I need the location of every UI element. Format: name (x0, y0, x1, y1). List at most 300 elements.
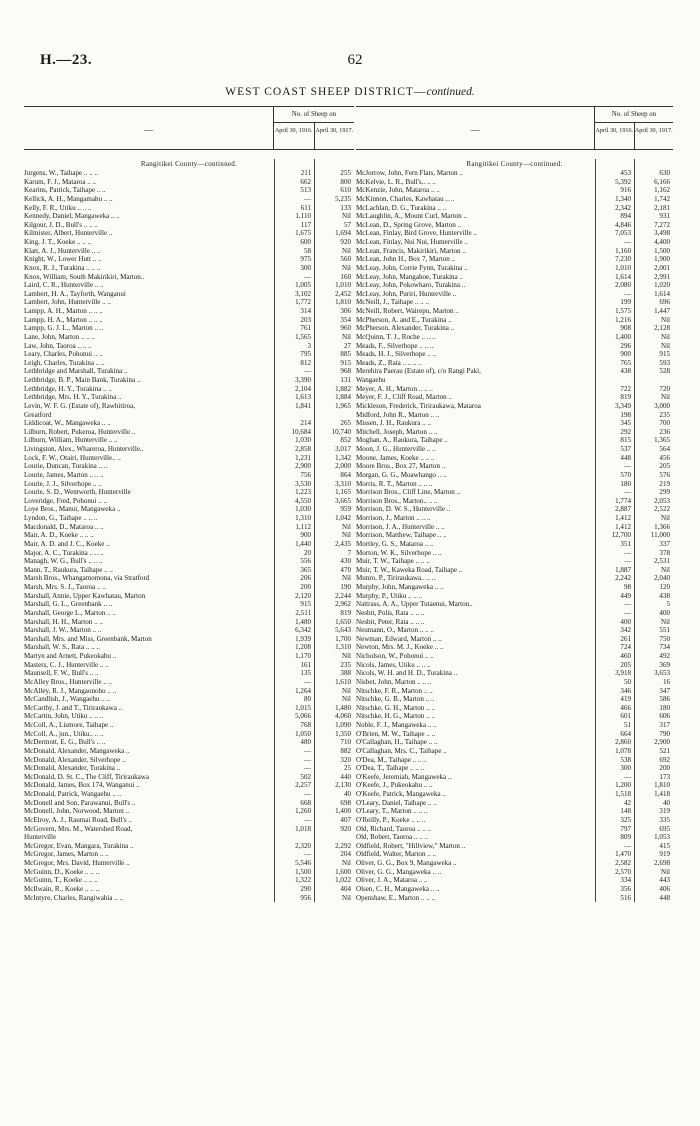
table-row (24, 635, 354, 644)
sheep-1916-value: — (303, 194, 311, 203)
owner-name: Greatford (24, 410, 52, 419)
sheep-1917-value: 3,498 (654, 229, 670, 238)
sheep-1917-value: 1,400 (335, 807, 351, 816)
table-row (356, 756, 673, 765)
sheep-1917-value: 320 (340, 755, 351, 764)
sheep-1917-value: Nil (341, 531, 351, 540)
sheep-1916-value: — (303, 764, 311, 773)
sheep-1917-value: 120 (659, 583, 670, 591)
owner-name: Lyndon, G., Taihape .. .. .. (24, 514, 98, 522)
owner-name: King, J. T., Koeke .. .. .. (24, 238, 92, 246)
sheep-1916-value: 1,005 (295, 281, 311, 290)
table-row (356, 428, 673, 437)
sheep-1916-value: 51 (623, 721, 631, 729)
sheep-group-label: No. of Sheep on (595, 107, 673, 123)
sheep-1917-value: 1,742 (654, 194, 670, 203)
sheep-1916-value: 765 (620, 358, 631, 367)
sheep-1917-value: 586 (659, 695, 670, 704)
sheep-1916-value (595, 376, 634, 385)
owner-name: McDonell and Son, Parawanui, Bull's .. (24, 798, 136, 807)
sheep-1916-value: 5,066 (295, 712, 311, 721)
table-row (356, 876, 673, 885)
owner-name: O'Dea, M., Taihape .. .. .. (356, 755, 427, 764)
sheep-1916-value: 2,858 (295, 445, 311, 453)
sheep-1916-value: 1,170 (295, 652, 311, 660)
owner-name: Kilmister, Albert, Hunterville .. (24, 229, 113, 238)
sheep-1916-value: 1,018 (295, 824, 311, 833)
sheep-1917-value: 5,643 (335, 626, 351, 635)
owner-name: O'Keefe, J., Pukeokahu .. .. (356, 781, 433, 790)
sheep-1917-value: 205 (659, 462, 670, 471)
sheep-1917-value: 2,522 (654, 505, 670, 514)
sheep-1916-value: 2,860 (615, 738, 631, 747)
sheep-1916-value: 419 (620, 695, 631, 704)
sheep-1916-value: 1,440 (295, 539, 311, 548)
sheep-1916-value: — (303, 755, 311, 764)
owner-name: Nitschke, H. G., Marton .. .. (356, 712, 435, 721)
table-row (24, 255, 354, 264)
sheep-1916-value: 80 (303, 695, 311, 704)
sheep-1917-value: 2,053 (654, 496, 670, 505)
owner-name: McLaughlin, A., Mount Curl, Marton .. (356, 212, 467, 221)
sheep-1917-value: Nil (660, 341, 670, 350)
sheep-1917-value: 1,053 (654, 833, 670, 842)
owner-name: McGregor, Mrs. David, Hunterville .. (24, 859, 130, 867)
table-row (356, 566, 673, 575)
table-row (24, 411, 354, 420)
sheep-1916-value: 516 (620, 893, 631, 902)
table-row (24, 221, 354, 230)
owner-name: Meads, F., Silverhope .. .. .. (356, 341, 434, 350)
owner-name: Marshall, George L., Marton .. .. (24, 608, 116, 617)
owner-name: Marshall, G. L., Greenbank .. .. (24, 600, 113, 609)
sheep-1917-value: 1,650 (335, 617, 351, 626)
name-column-header: — (24, 107, 274, 149)
table-row (356, 497, 673, 506)
sheep-1916-value: 1,030 (295, 436, 311, 445)
table-row (356, 773, 673, 782)
sheep-1917-value: 4,060 (335, 712, 351, 721)
sheep-1916-value: 756 (300, 470, 311, 479)
sheep-1917-value: Nil (341, 246, 351, 255)
owner-name: Macdonald, D., Mataroa .. .. (24, 522, 104, 531)
sheep-1916-value: 724 (620, 643, 631, 652)
table-row (356, 255, 673, 264)
year-1916-header: April 30, 1916. (595, 123, 635, 149)
table-row (356, 385, 673, 394)
table-row (356, 574, 673, 583)
owner-name: McGregor, Evan, Mangara, Turakina .. (24, 841, 134, 850)
table-row (356, 471, 673, 480)
table-row (24, 859, 354, 868)
table-row (24, 583, 354, 592)
sheep-1916-value: 7,230 (615, 255, 631, 264)
sheep-1917-value: 369 (659, 660, 670, 669)
sheep-1916-value: 819 (620, 393, 631, 402)
table-row (24, 471, 354, 480)
owner-name: McPherson, A. and E., Turakina .. (356, 315, 452, 324)
owner-name: McLeay, John, Pokowharo, Turakina .. (356, 281, 466, 290)
table-row (356, 393, 673, 402)
sheep-1917-value: Nil (660, 867, 670, 876)
sheep-1916-value: 98 (623, 583, 631, 591)
owner-name: Lethbridge, H. Y., Turakina .. .. (24, 384, 112, 393)
sheep-1916-value: — (303, 272, 311, 281)
owner-name: McDonald, James, Box 174, Wanganui .. (24, 781, 140, 790)
table-row (356, 825, 673, 834)
owner-name: Neumann, O., Marton .. .. .. (356, 626, 434, 635)
sheep-1917-value: 6,166 (654, 177, 670, 186)
sheep-1917-value: 1,500 (654, 246, 670, 255)
table-row (356, 704, 673, 713)
table-row (24, 747, 354, 756)
sheep-1917-value: 920 (340, 238, 351, 246)
sheep-1917-value: 236 (659, 427, 670, 436)
sheep-1917-value: Nil (341, 686, 351, 695)
sheep-group-label: No. of Sheep on (274, 107, 354, 123)
sheep-1916-value: — (623, 238, 631, 246)
table-row (24, 894, 354, 903)
sheep-1916-value: 570 (620, 470, 631, 479)
sheep-1916-value: 480 (300, 738, 311, 747)
sheep-1916-value: 1,340 (615, 194, 631, 203)
table-row (24, 600, 354, 609)
owner-name: Nicols, W. H. and H. D., Turakina .. (356, 669, 458, 678)
table-row (356, 212, 673, 221)
sheep-1916-value: 1,575 (615, 307, 631, 315)
sheep-1917-value: 2,000 (335, 462, 351, 471)
table-row (24, 385, 354, 394)
sheep-1916-value: 117 (300, 220, 311, 229)
district-title-continued: continued. (426, 86, 475, 98)
sheep-1916-value: 2,120 (295, 591, 311, 600)
owner-name: McLeay, John, Corrie Fynn, Turakina .. (356, 263, 468, 272)
table-row (24, 549, 354, 558)
sheep-1917-value: 3,653 (654, 669, 670, 678)
table-row (356, 738, 673, 747)
table-row (356, 290, 673, 299)
table-row (24, 540, 354, 549)
sheep-1917-value: 3,017 (335, 445, 351, 453)
table-row (24, 807, 354, 816)
owner-name: Nesbit, Peter, Rata .. .. .. (356, 617, 425, 626)
sheep-1917-value: 378 (659, 548, 670, 557)
sheep-count-header (595, 107, 673, 149)
owner-name: Nicholson, W., Pohonui .. .. (356, 652, 434, 660)
sheep-1917-value: 1,418 (654, 790, 670, 798)
table-row (356, 661, 673, 670)
table-row (24, 298, 354, 307)
table-row (356, 281, 673, 290)
sheep-1917-value: 1,700 (335, 634, 351, 643)
sheep-1917-value: 1,365 (654, 436, 670, 445)
sheep-1917-value: Nil (341, 212, 351, 221)
table-row (24, 186, 354, 195)
owner-name: Karum, F. J., Mataroa .. .. (24, 177, 97, 186)
sheep-1916-value: 1,110 (295, 212, 311, 221)
table-row (356, 557, 673, 566)
owner-name: Leary, Charles, Pohonui .. .. (24, 350, 103, 359)
sheep-1917-value: 2,040 (654, 574, 670, 583)
table-row (356, 298, 673, 307)
sheep-1916-value: 1,200 (615, 781, 631, 790)
district-title (0, 86, 700, 98)
owner-name: Oldfield, Walter, Marton .. .. (356, 850, 437, 859)
sheep-1916-value: 12,700 (611, 531, 631, 540)
table-row (24, 833, 354, 842)
table-row (356, 307, 673, 316)
owner-name: Mortley, G. S., Mataroa .. .. (356, 539, 434, 548)
owner-name: Nitschke, F. R., Marton .. .. (356, 686, 433, 695)
table-row (24, 505, 354, 514)
sheep-1916-value: 668 (300, 798, 311, 807)
owner-name: O'Brien, M. W., Taihape .. .. (356, 729, 436, 738)
sheep-1916-value: 50 (623, 677, 631, 686)
sheep-1916-value: 894 (620, 212, 631, 221)
sheep-1917-value: 388 (340, 669, 351, 678)
sheep-1916-value: 1,841 (295, 401, 311, 410)
table-row (356, 816, 673, 825)
sheep-1917-value: 864 (340, 470, 351, 479)
sheep-1917-value: 407 (340, 815, 351, 824)
table-row (356, 454, 673, 463)
sheep-1917-value: 1,694 (335, 229, 351, 238)
sheep-1917-value: 347 (659, 686, 670, 695)
sheep-1916-value: 1,412 (615, 514, 631, 522)
owner-name: Lampp, A. H., Marton .. .. .. (24, 307, 103, 315)
owner-name: McLeay, John, Puriri, Hunterville .. (356, 289, 457, 298)
table-header (24, 106, 354, 150)
sheep-1916-value: 916 (620, 186, 631, 195)
sheep-1917-value: 1,162 (654, 186, 670, 195)
sheep-1917-value: Nil (341, 859, 351, 867)
owner-name: Knight, W., Lower Hutt .. .. (24, 255, 102, 264)
table-row (24, 618, 354, 627)
table-row (356, 549, 673, 558)
sheep-1917-value: 1,900 (654, 255, 670, 264)
owner-name: Munro, P., Tiriraukawa.. .. .. (356, 574, 436, 583)
sheep-1917-value: 2,531 (654, 557, 670, 566)
sheep-1916-value: 809 (620, 833, 631, 842)
owner-name: Murphy, John, Mangaweka .. .. (356, 583, 444, 591)
table-row (24, 850, 354, 859)
sheep-1917-value: 2,292 (335, 841, 351, 850)
sheep-1917-value: 819 (340, 608, 351, 617)
owner-name: Morgan, G. G., Moawhango .. .. (356, 470, 447, 479)
table-row (356, 730, 673, 739)
owner-name: Nattrass, A. A., Upper Tutaenui, Marton.. (356, 600, 473, 609)
sheep-1917-value: Nil (660, 332, 670, 341)
sheep-1916-value: — (623, 557, 631, 566)
sheep-1916-value: 513 (300, 186, 311, 195)
table-row (356, 540, 673, 549)
sheep-1917-value: 430 (340, 557, 351, 566)
sheep-1916-value: 1,400 (615, 332, 631, 341)
owner-name: McDonell, John, Norwood, Marton .. (24, 807, 130, 816)
table-row (24, 566, 354, 575)
owner-name: McJorrow, John, Fern Flats, Marton .. (356, 169, 463, 177)
table-row (356, 376, 673, 385)
sheep-1917-value: 317 (659, 721, 670, 729)
sheep-1917-value: 219 (659, 479, 670, 488)
sheep-1917-value: 560 (340, 255, 351, 264)
table-row (356, 781, 673, 790)
sheep-1916-value: 975 (300, 255, 311, 264)
table-row (356, 669, 673, 678)
table-row (356, 264, 673, 273)
sheep-1916-value: — (303, 850, 311, 859)
year-1917-header: April 30, 1917. (315, 127, 354, 134)
sheep-1917-value: 16 (662, 677, 670, 686)
table-row (24, 376, 354, 385)
sheep-1916-value: 466 (620, 703, 631, 712)
sheep-1917-value: 1,882 (335, 384, 351, 393)
sheep-1917-value: Nil (660, 514, 670, 522)
table-row (356, 747, 673, 756)
table-row (356, 592, 673, 601)
sheep-1916-value: 1,470 (615, 850, 631, 859)
sheep-1916-value: — (623, 608, 631, 617)
owner-name: O'Leary, Daniel, Taihape .. .. (356, 798, 437, 807)
owner-name: Oliver, G. G., Mangaweka .. .. (356, 867, 442, 876)
sheep-1916-value: 42 (623, 798, 631, 807)
table-row (356, 618, 673, 627)
owner-name: Maunsell, F. W., Bull's .. .. (24, 669, 99, 678)
sheep-1917-value: 606 (659, 712, 670, 721)
table-row (356, 505, 673, 514)
sheep-1916-value: 1,614 (615, 272, 631, 281)
owner-name: Muir, T. W., Kaweka Road, Taihape .. (356, 565, 463, 574)
county-subheading: Rangitikei County—continued. (466, 160, 563, 168)
sheep-1916-value: 300 (300, 263, 311, 272)
owner-name: O'Keefe, Patrick, Mangaweka .. (356, 790, 446, 798)
owner-name: McNeill, J., Taihape .. .. .. (356, 298, 429, 307)
sheep-1917-value: 11,000 (650, 531, 670, 540)
owner-name: Lourie, J. J., Silverhope .. .. (24, 479, 102, 488)
owner-name: Lilburn, William, Hunterville .. .. (24, 436, 118, 445)
sheep-1917-value: 521 (659, 746, 670, 755)
sheep-1916-value: 205 (620, 660, 631, 669)
owner-name: Morton, W. K., Silverhope .. .. (356, 548, 442, 557)
sheep-1917-value: 1,342 (335, 453, 351, 462)
table-row (356, 436, 673, 445)
owner-name: Masters, C. J., Hunterville .. .. (24, 660, 109, 669)
sheep-1917-value: 40 (662, 798, 670, 807)
sheep-1917-value: 57 (343, 220, 351, 229)
sheep-1916-value: — (303, 367, 311, 376)
table-row (24, 367, 354, 376)
table-row (356, 868, 673, 877)
table-row (24, 557, 354, 566)
owner-name: Lethbridge and Marshall, Turakina .. (24, 367, 128, 376)
sheep-1916-value: 2,342 (615, 203, 631, 212)
table-row (356, 807, 673, 816)
table-row (24, 462, 354, 471)
sheep-1917-value: Nil (341, 652, 351, 660)
table-row (356, 833, 673, 842)
table-row (24, 350, 354, 359)
table-row (356, 462, 673, 471)
owner-name: Openshaw, E., Marton .. .. .. (356, 893, 436, 902)
sheep-1917-value: 235 (340, 660, 351, 669)
table-row (356, 316, 673, 325)
owner-name: Lethbridge, Mrs. H. Y., Turakina .. (24, 393, 122, 402)
year-1916-header: April 30, 1916. (274, 123, 315, 149)
sheep-1917-value: 2,181 (654, 203, 670, 212)
sheep-1917-value: 7 (347, 548, 351, 557)
table-row (24, 643, 354, 652)
sheep-1917-value: 235 (659, 410, 670, 419)
sheep-1917-value: 456 (659, 453, 670, 462)
table-row (24, 419, 354, 428)
table-row (356, 273, 673, 282)
table-row (24, 773, 354, 782)
sheep-1916-value: 908 (620, 324, 631, 333)
sheep-1916-value: 460 (620, 652, 631, 660)
sheep-1917-value: 750 (659, 634, 670, 643)
table-row (356, 186, 673, 195)
sheep-1916-value: 334 (620, 876, 631, 885)
column-rule (274, 159, 275, 902)
table-row (356, 531, 673, 540)
owner-name: Marshall, Annie, Upper Kawhatau, Marton (24, 591, 146, 600)
sheep-1916-value: — (303, 790, 311, 798)
sheep-1916-value: 1,310 (295, 514, 311, 522)
sheep-1917-value: 1,600 (335, 867, 351, 876)
table-row (356, 523, 673, 532)
sheep-1916-value: 900 (620, 350, 631, 359)
sheep-1917-value: 200 (659, 764, 670, 773)
sheep-1917-value: 931 (659, 212, 670, 221)
table-row (24, 876, 354, 885)
sheep-1917-value: 1,810 (335, 298, 351, 307)
page-header (40, 52, 670, 72)
table-row (24, 178, 354, 187)
sheep-1917-value: 1,010 (335, 281, 351, 290)
sheep-1916-value: 448 (620, 453, 631, 462)
sheep-1917-value: 173 (659, 772, 670, 781)
sheep-count-header (274, 107, 354, 149)
sheep-1916-value: 3,102 (295, 289, 311, 298)
sheep-1917-value: 2,001 (654, 263, 670, 272)
owner-name: Martyn and Arnett, Pukeokahu .. (24, 652, 117, 660)
owner-name: McIlwain, R., Koeke .. .. .. (24, 884, 100, 893)
owner-name: Morrison, D. W. S., Hunterville .. (356, 505, 451, 514)
owner-name: Kilgour, J. D., Bull's .. .. .. (24, 220, 98, 229)
sheep-1916-value: 4,550 (295, 496, 311, 505)
sheep-1917-value: 915 (659, 350, 670, 359)
owner-name: McAlley Bros., Hunterville .. .. (24, 677, 113, 686)
sheep-1916-value: 2,887 (615, 505, 631, 514)
owner-name: Olsen, C. H., Mangaweka .. .. (356, 884, 440, 893)
sheep-1916-value: 261 (620, 634, 631, 643)
table-row (24, 497, 354, 506)
sheep-1917-value: 306 (340, 307, 351, 315)
sheep-1917-value: 3,000 (654, 401, 670, 410)
owner-name: O'Dea, T., Taihape .. .. .. (356, 764, 425, 773)
owner-name: Lock, F. W., Otairi, Hunterville.. .. (24, 453, 121, 462)
owner-name: Kearins, Patrick, Taihape .. .. (24, 186, 106, 195)
sheep-1916-value: 768 (300, 721, 311, 729)
sheep-1917-value: 790 (659, 729, 670, 738)
table-row (356, 359, 673, 368)
sheep-1916-value: 3,918 (615, 669, 631, 678)
sheep-1916-value: 346 (620, 686, 631, 695)
county-subheading: Rangitikei County—continued. (140, 160, 238, 168)
table-row (24, 652, 354, 661)
sheep-1917-value: 968 (340, 367, 351, 376)
owner-name: McColl, A., Lismore, Taihape .. (24, 721, 114, 729)
